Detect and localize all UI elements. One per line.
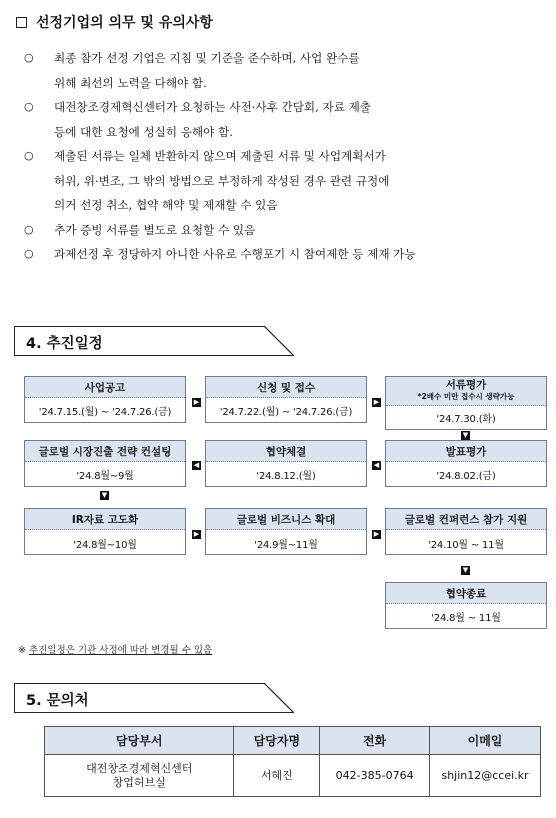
- header-name: 담당자명: [234, 727, 320, 755]
- step-consulting: 글로벌 시장진출 전략 컨설팅 '24.8월~9월: [24, 440, 186, 487]
- header-dept: 담당부서: [45, 727, 234, 755]
- step-agreement: 협약체결 '24.8.12.(월): [205, 440, 367, 487]
- bullet-line: 추가 증빙 서류를 별도로 요청할 수 있음: [54, 222, 256, 237]
- bullet-line: 의거 선정 취소, 협약 해약 및 제재할 수 있음: [54, 198, 278, 212]
- arrow-right-icon: ▶: [193, 398, 200, 406]
- contact-heading: 5. 문의처: [26, 693, 89, 709]
- contact-heading-tab: [14, 683, 294, 713]
- arrow-right-icon: ▶: [193, 530, 200, 538]
- list-item: [22, 242, 542, 267]
- bullet-circle-icon: ○: [24, 149, 34, 162]
- bullet-circle-icon: ○: [24, 100, 34, 113]
- bullet-line: 등에 대한 요청에 성실히 응해야 함.: [54, 124, 233, 139]
- cell-email[interactable]: shjin12@ccei.kr: [430, 755, 541, 797]
- tab-diagonal: [264, 326, 294, 356]
- header-phone: 전화: [320, 727, 430, 755]
- bullet-line: 과제선정 후 정당하지 아니한 사유로 수행포기 시 참여제한 등 제재 가능: [54, 247, 416, 261]
- step-doc-review: 서류평가 *2배수 미만 접수시 생략가능 '24.7.30.(화): [385, 376, 547, 430]
- arrow-down-icon: ▼: [101, 491, 108, 499]
- list-item: [22, 218, 542, 243]
- step-expansion: 글로벌 비즈니스 확대 '24.9월~11월: [205, 508, 367, 555]
- schedule-heading-tab: [14, 326, 294, 356]
- header-email: 이메일: [430, 727, 541, 755]
- arrow-right-icon: ▶: [373, 398, 380, 406]
- bullet-circle-icon: ○: [24, 247, 34, 260]
- arrow-right-icon: ▶: [373, 530, 380, 538]
- schedule-heading: 4. 추진일정: [26, 336, 103, 352]
- obligation-list: [22, 46, 542, 267]
- step-presentation: 발표평가 '24.8.02.(금): [385, 440, 547, 487]
- schedule-note: ※ 추진일정은 기관 사정에 따라 변경될 수 있음: [18, 645, 213, 656]
- arrow-down-icon: ▼: [462, 431, 469, 439]
- bullet-line: 대전창조경제혁신센터가 요청하는 사전·사후 간담회, 자료 제출: [54, 100, 371, 114]
- cell-name: 서혜진: [234, 755, 320, 797]
- section-title: [16, 12, 213, 32]
- arrow-left-icon: ◀: [373, 461, 380, 469]
- contact-table: [44, 726, 541, 797]
- checkbox-square-icon: [16, 17, 27, 28]
- table-header-row: [45, 727, 541, 755]
- step-apply: 신청 및 접수 '24.7.22.(월) ~ '24.7.26.(금): [205, 376, 367, 423]
- arrow-down-icon: ▼: [462, 566, 469, 574]
- table-row: [45, 755, 541, 797]
- bullet-line: 허위, 위·변조, 그 밖의 방법으로 부정하게 작성된 경우 관련 규정에: [54, 173, 390, 188]
- arrow-left-icon: ◀: [193, 461, 200, 469]
- list-item: [22, 95, 542, 144]
- tab-diagonal: [264, 683, 294, 713]
- list-item: [22, 144, 542, 218]
- list-item: [22, 46, 542, 95]
- step-ir: IR자료 고도화 '24.8월~10월: [24, 508, 186, 555]
- cell-phone: 042-385-0764: [320, 755, 430, 797]
- bullet-circle-icon: ○: [24, 222, 34, 236]
- step-end: 협약종료 '24.8월 ~ 11월: [385, 582, 547, 629]
- cell-dept: 대전창조경제혁신센터 창업허브실: [45, 755, 234, 797]
- bullet-line: 위해 최선의 노력을 다해야 함.: [54, 75, 207, 90]
- section-title-text: 선정기업의 의무 및 유의사항: [36, 15, 213, 31]
- bullet-line: 최종 참가 선정 기업은 지침 및 기준을 준수하며, 사업 완수를: [54, 51, 360, 65]
- bullet-line: 제출된 서류는 일체 반환하지 않으며 제출된 서류 및 사업계획서가: [54, 149, 386, 163]
- step-conference: 글로벌 컨퍼런스 참가 지원 '24.10월 ~ 11월: [385, 508, 547, 555]
- bullet-circle-icon: ○: [24, 51, 34, 64]
- step-announce: 사업공고 '24.7.15.(월) ~ '24.7.26.(금): [24, 376, 186, 423]
